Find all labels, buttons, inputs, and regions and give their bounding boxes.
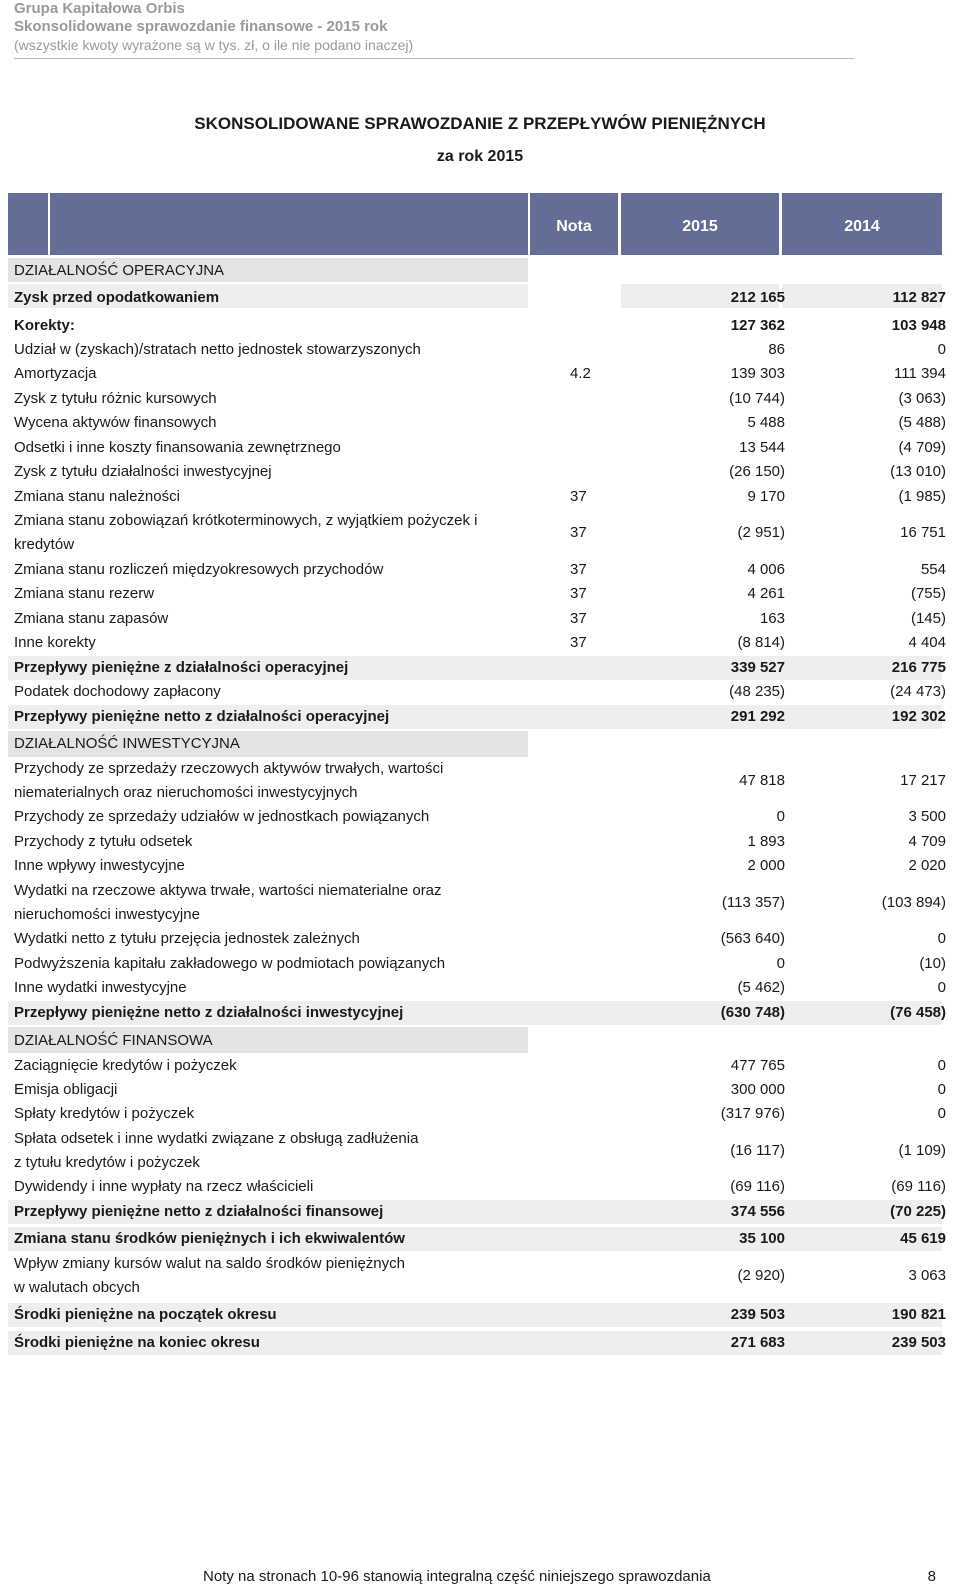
- statement-subtitle: za rok 2015: [436, 148, 524, 165]
- header-col-2015: 2015: [621, 193, 779, 255]
- company-name: Grupa Kapitałowa Orbis: [14, 0, 185, 17]
- document-header: [14, 0, 854, 59]
- header-col-2014: 2014: [782, 193, 942, 255]
- footer-note: Noty na stronach 10-96 stanowią integralną część niniejszego sprawozdania: [203, 1568, 711, 1585]
- header-band-label: [50, 193, 528, 255]
- statement-title: SKONSOLIDOWANE SPRAWOZDANIE Z PRZEPŁYWÓW PIENIĘŻNYCH: [194, 114, 766, 133]
- header-band-spacer: [8, 193, 48, 255]
- report-name: Skonsolidowane sprawozdanie finansowe - 2015 rok: [14, 18, 388, 35]
- header-col-nota: Nota: [530, 193, 618, 255]
- amounts-note: (wszystkie kwoty wyrażone są w tys. zł, o ile nie podano inaczej): [14, 37, 414, 53]
- page-number: 8: [927, 1568, 936, 1585]
